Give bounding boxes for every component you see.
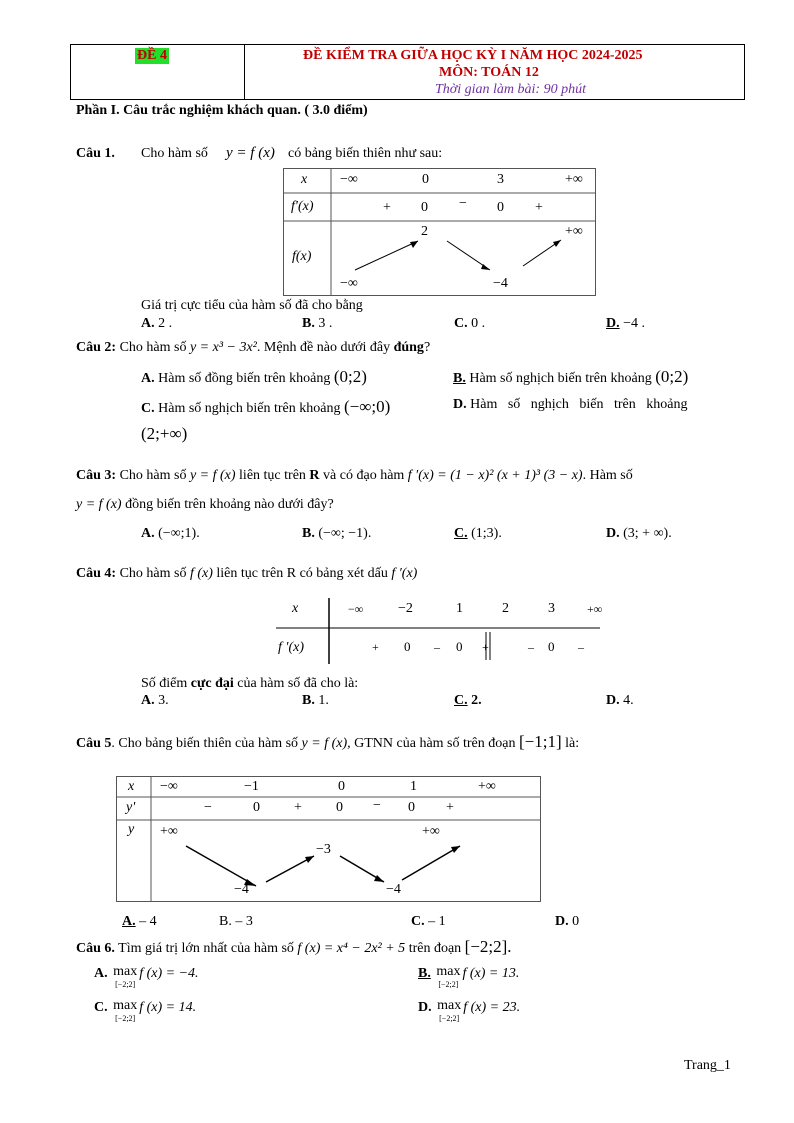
q5-option-d[interactable]: D. 0 xyxy=(555,914,580,929)
q5-option-c[interactable]: C. – 1 xyxy=(411,914,446,929)
q5-row-x: x xyxy=(128,779,135,794)
q4-x-2: 1 xyxy=(456,601,463,616)
q5-y-1: +∞ xyxy=(422,824,440,839)
q1-f-0: 2 xyxy=(421,224,428,239)
q5-yp-4: − xyxy=(373,798,381,813)
q4-fp-4: + xyxy=(482,640,489,654)
q3-option-a[interactable]: A. (−∞;1). xyxy=(141,526,200,541)
q4-option-b[interactable]: B. 1. xyxy=(302,693,329,708)
q1-x-1: 0 xyxy=(422,172,429,187)
q5-row-yp: y' xyxy=(126,800,136,815)
q5-yp-3: 0 xyxy=(336,800,343,815)
q4-question: Số điểm cực đại của hàm số đã cho là: xyxy=(141,676,359,691)
q5-x-1: −1 xyxy=(244,779,259,794)
q1-fp-2: − xyxy=(459,196,467,211)
q2-func: y = x³ − 3x² xyxy=(189,340,257,355)
q5-arrow-4 xyxy=(402,846,460,880)
q3-option-d[interactable]: D. (3; + ∞). xyxy=(606,526,672,541)
q2-label: Câu 2: xyxy=(76,340,117,355)
q4-x-1: −2 xyxy=(398,601,413,616)
q2-stem: Câu 2: Cho hàm số y = x³ − 3x². Mệnh đề nào dưới đây đúng? xyxy=(76,340,431,355)
q3-label: Câu 3: xyxy=(76,468,117,483)
q4-label: Câu 4: xyxy=(76,566,117,581)
q5-y-0: +∞ xyxy=(160,824,178,839)
q2-option-d-interval: (2;+∞) xyxy=(141,424,188,443)
q1-question: Giá trị cực tiểu của hàm số đã cho bằng xyxy=(141,298,363,313)
q1-option-a[interactable]: A. 2 . xyxy=(141,316,173,331)
q1-x-3: +∞ xyxy=(565,172,583,187)
q5-y-2: −3 xyxy=(316,842,331,857)
q4-row-fp: f ′(x) xyxy=(278,640,304,655)
q5-label: Câu 5 xyxy=(76,736,112,751)
q4-fp-0: + xyxy=(372,640,379,654)
q2-option-d[interactable]: D. Hàm số nghịch biến trên khoảng xyxy=(453,397,688,412)
exam-subject: MÔN: TOÁN 12 xyxy=(439,65,539,80)
q1-row-x: x xyxy=(301,172,308,187)
q2-option-c[interactable]: C. Hàm số nghịch biến trên khoảng (−∞;0) xyxy=(141,397,391,416)
q5-yp-6: + xyxy=(446,800,454,815)
q2-option-b[interactable]: B. Hàm số nghịch biến trên khoảng (0;2) xyxy=(453,367,689,386)
q1-option-b[interactable]: B. 3 . xyxy=(302,316,333,331)
q6-stem: Câu 6. Tìm giá trị lớn nhất của hàm số f (x) = x⁴ − 2x² + 5 trên đoạn [−2;2]. xyxy=(76,937,512,956)
q4-x-4: 3 xyxy=(548,601,555,616)
q5-yp-1: 0 xyxy=(253,800,260,815)
q5-option-b[interactable]: B. – 3 xyxy=(219,914,253,929)
q1-x-2: 3 xyxy=(497,172,504,187)
q4-sign-table xyxy=(276,598,606,666)
q1-f-3: −4 xyxy=(493,276,508,291)
q2-option-a[interactable]: A. Hàm số đồng biến trên khoảng (0;2) xyxy=(141,367,367,386)
q1-text-b: có bảng biến thiên như sau: xyxy=(288,146,443,161)
q1-row-fp: f′(x) xyxy=(291,199,314,214)
exam-time: Thời gian làm bài: 90 phút xyxy=(435,82,586,97)
exam-header xyxy=(70,44,745,100)
q4-x-5: +∞ xyxy=(587,602,603,616)
exam-code-cell xyxy=(71,45,245,99)
q1-func: y = f (x) xyxy=(226,145,275,161)
q6-label: Câu 6. xyxy=(76,941,115,956)
section-title: Phần I. Câu trắc nghiệm khách quan. ( 3.0 điểm) xyxy=(76,103,368,118)
q5-x-2: 0 xyxy=(338,779,345,794)
q5-stem: Câu 5. Cho bảng biến thiên của hàm số y = f (x), GTNN của hàm số trên đoạn [−1;1] là: xyxy=(76,732,580,751)
q4-table-svg xyxy=(276,598,606,666)
q5-y-3: −4 xyxy=(234,882,249,897)
q5-option-a[interactable]: A. – 4 xyxy=(122,914,157,929)
q4-x-0: −∞ xyxy=(348,602,364,616)
q4-fp-8: – xyxy=(578,640,584,654)
q1-fp-3: 0 xyxy=(497,200,504,215)
q5-yp-5: 0 xyxy=(408,800,415,815)
page-number: Trang_1 xyxy=(684,1058,731,1073)
q4-option-d[interactable]: D. 4. xyxy=(606,693,634,708)
q4-fp-1: 0 xyxy=(404,639,411,654)
q5-yp-2: + xyxy=(294,800,302,815)
q5-row-y: y xyxy=(128,822,135,837)
q3-stem-line2: y = f (x) đồng biến trên khoảng nào dưới đây? xyxy=(76,497,334,512)
q3-option-b[interactable]: B. (−∞; −1). xyxy=(302,526,372,541)
q5-x-0: −∞ xyxy=(160,779,178,794)
q1-option-c[interactable]: C. 0 . xyxy=(454,316,486,331)
q5-yp-0: − xyxy=(204,800,212,815)
q1-table-svg xyxy=(283,168,596,296)
q1-f-1: +∞ xyxy=(565,224,583,239)
q5-x-3: 1 xyxy=(410,779,417,794)
q4-fp-2: – xyxy=(434,640,440,654)
q1-x-0: −∞ xyxy=(340,172,358,187)
q3-stem: Câu 3: Cho hàm số y = f (x) liên tục trên R và có đạo hàm f ′(x) = (1 − x)² (x + 1)³ (3 − x). Hàm số xyxy=(76,468,633,483)
q1-row-f: f(x) xyxy=(292,249,312,264)
q4-x-3: 2 xyxy=(502,601,509,616)
q1-fp-0: + xyxy=(383,200,391,215)
q1-option-d[interactable]: D. −4 . xyxy=(606,316,646,331)
q3-derivative: f ′(x) = (1 − x)² (x + 1)³ (3 − x) xyxy=(407,468,583,483)
q4-fp-6: – xyxy=(528,640,534,654)
q3-option-c[interactable]: C. (1;3). xyxy=(454,526,502,541)
exam-code: ĐỀ 4 xyxy=(137,48,167,63)
q4-fp-3: 0 xyxy=(456,639,463,654)
q5-arrow-1 xyxy=(186,846,256,886)
q1-f-2: −∞ xyxy=(340,276,358,291)
exam-title: ĐỀ KIỂM TRA GIỮA HỌC KỲ I NĂM HỌC 2024-2025 xyxy=(303,48,643,63)
q1-fp-4: + xyxy=(535,200,543,215)
q4-fp-7: 0 xyxy=(548,639,555,654)
q6-option-a[interactable]: A. max [−2;2]f (x) = −4. xyxy=(94,964,199,989)
q5-y-4: −4 xyxy=(386,882,401,897)
q6-option-d[interactable]: D. max [−2;2]f (x) = 23. xyxy=(418,998,521,1023)
q1-fp-1: 0 xyxy=(421,200,428,215)
q6-option-b[interactable]: B. max [−2;2]f (x) = 13. xyxy=(418,964,520,989)
q5-x-4: +∞ xyxy=(478,779,496,794)
q4-option-a[interactable]: A. 3. xyxy=(141,693,169,708)
q5-variation-table xyxy=(116,776,541,902)
q1-label: Câu 1. xyxy=(76,146,115,161)
q1-text-a: Cho hàm số xyxy=(141,146,208,161)
q4-stem: Câu 4: Cho hàm số f (x) liên tục trên R có bảng xét dấu f ′(x) xyxy=(76,566,418,581)
q4-row-x: x xyxy=(292,601,299,616)
q1-variation-table xyxy=(283,168,596,296)
q4-option-c[interactable]: C. 2. xyxy=(454,693,482,708)
q1-arrow-up-1 xyxy=(355,241,418,270)
q6-option-c[interactable]: C. max [−2;2]f (x) = 14. xyxy=(94,998,197,1023)
